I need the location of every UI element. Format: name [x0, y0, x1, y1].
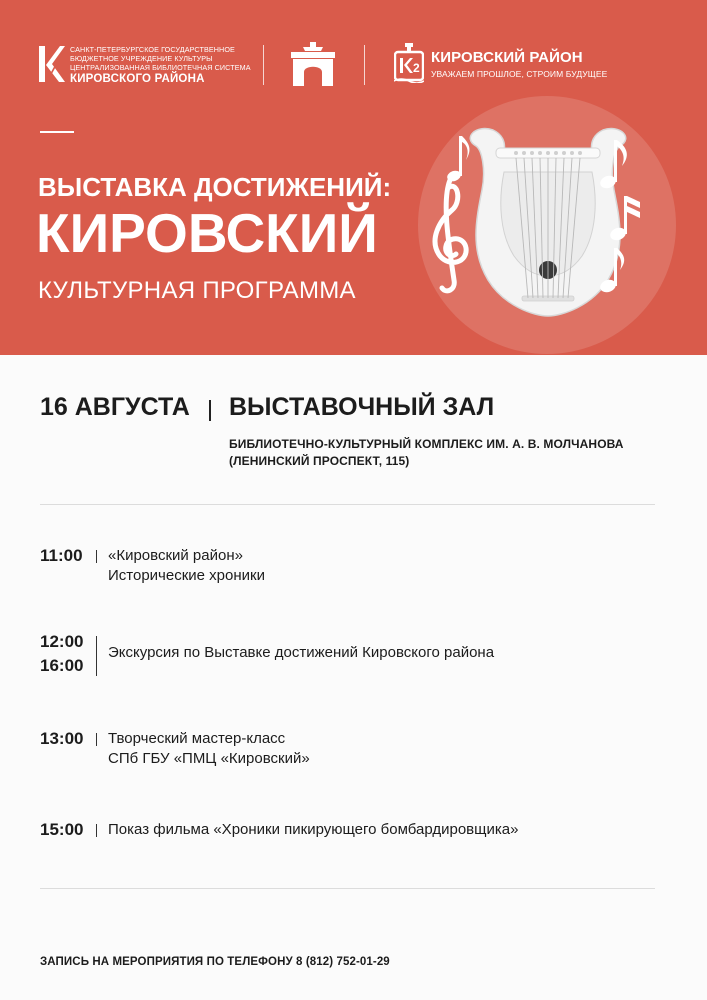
organization-name: [70, 45, 255, 86]
org-line-3: ЦЕНТРАЛИЗОВАННАЯ БИБЛИОТЕЧНАЯ СИСТЕМА: [70, 63, 251, 72]
event-divider: [209, 400, 211, 421]
schedule-divider: [96, 733, 97, 746]
schedule-time: 11:00: [40, 546, 83, 565]
event-date: 16 АВГУСТА: [40, 393, 190, 421]
kirovsky-district-logo-icon: [394, 43, 424, 83]
schedule-time: 16:00: [40, 656, 84, 675]
district-slogan: УВАЖАЕМ ПРОШЛОЕ, СТРОИМ БУДУЩЕЕ: [431, 69, 608, 79]
narva-gate-icon: [288, 42, 338, 86]
event-address-line-2: (ЛЕНИНСКИЙ ПРОСПЕКТ, 115): [229, 454, 410, 468]
header-divider: [364, 45, 365, 85]
schedule-description: СПб ГБУ «ПМЦ «Кировский»: [108, 750, 310, 767]
title-line-2: КИРОВСКИЙ: [36, 202, 378, 264]
event-venue: ВЫСТАВОЧНЫЙ ЗАЛ: [229, 393, 495, 421]
schedule-time: 13:00: [40, 729, 84, 748]
org-line-strong: КИРОВСКОГО РАЙОНА: [70, 73, 205, 85]
org-line-1: САНКТ-ПЕТЕРБУРГСКОЕ ГОСУДАРСТВЕННОЕ: [70, 45, 235, 54]
schedule-time: 12:00: [40, 632, 84, 651]
treble-clef-icon: [435, 180, 466, 291]
title-line-1: ВЫСТАВКА ДОСТИЖЕНИЙ:: [38, 172, 392, 202]
schedule-description: Показ фильма «Хроники пикирующего бомбардировщика»: [108, 821, 519, 838]
district-title: КИРОВСКИЙ РАЙОН: [431, 49, 583, 66]
schedule-divider: [96, 550, 97, 563]
schedule-description: «Кировский район»: [108, 547, 243, 564]
schedule-divider: [96, 824, 97, 837]
org-line-2: БЮДЖЕТНОЕ УЧРЕЖДЕНИЕ КУЛЬТУРЫ: [70, 54, 213, 63]
section-divider: [40, 888, 655, 889]
title-line-3: КУЛЬТУРНАЯ ПРОГРАММА: [38, 277, 356, 304]
library-logo-icon: [38, 44, 66, 84]
schedule-description: Экскурсия по Выставке достижений Кировского района: [108, 644, 495, 661]
music-note-icon: [446, 136, 470, 183]
schedule-time: 15:00: [40, 820, 84, 839]
schedule-description: Исторические хроники: [108, 567, 265, 584]
schedule-description: Творческий мастер-класс: [108, 730, 286, 747]
svg-text:2: 2: [413, 61, 420, 75]
header-divider: [263, 45, 264, 85]
event-address-line-1: БИБЛИОТЕЧНО-КУЛЬТУРНЫЙ КОМПЛЕКС ИМ. А. В. МОЛЧАНОВА: [229, 437, 624, 451]
header-banner: [0, 0, 707, 355]
schedule-divider: [96, 636, 97, 676]
title-accent-line: [40, 131, 74, 133]
registration-phone: ЗАПИСЬ НА МЕРОПРИЯТИЯ ПО ТЕЛЕФОНУ 8 (812) 752-01-29: [40, 956, 390, 968]
section-divider: [40, 504, 655, 505]
lyre-illustration: [418, 110, 678, 350]
